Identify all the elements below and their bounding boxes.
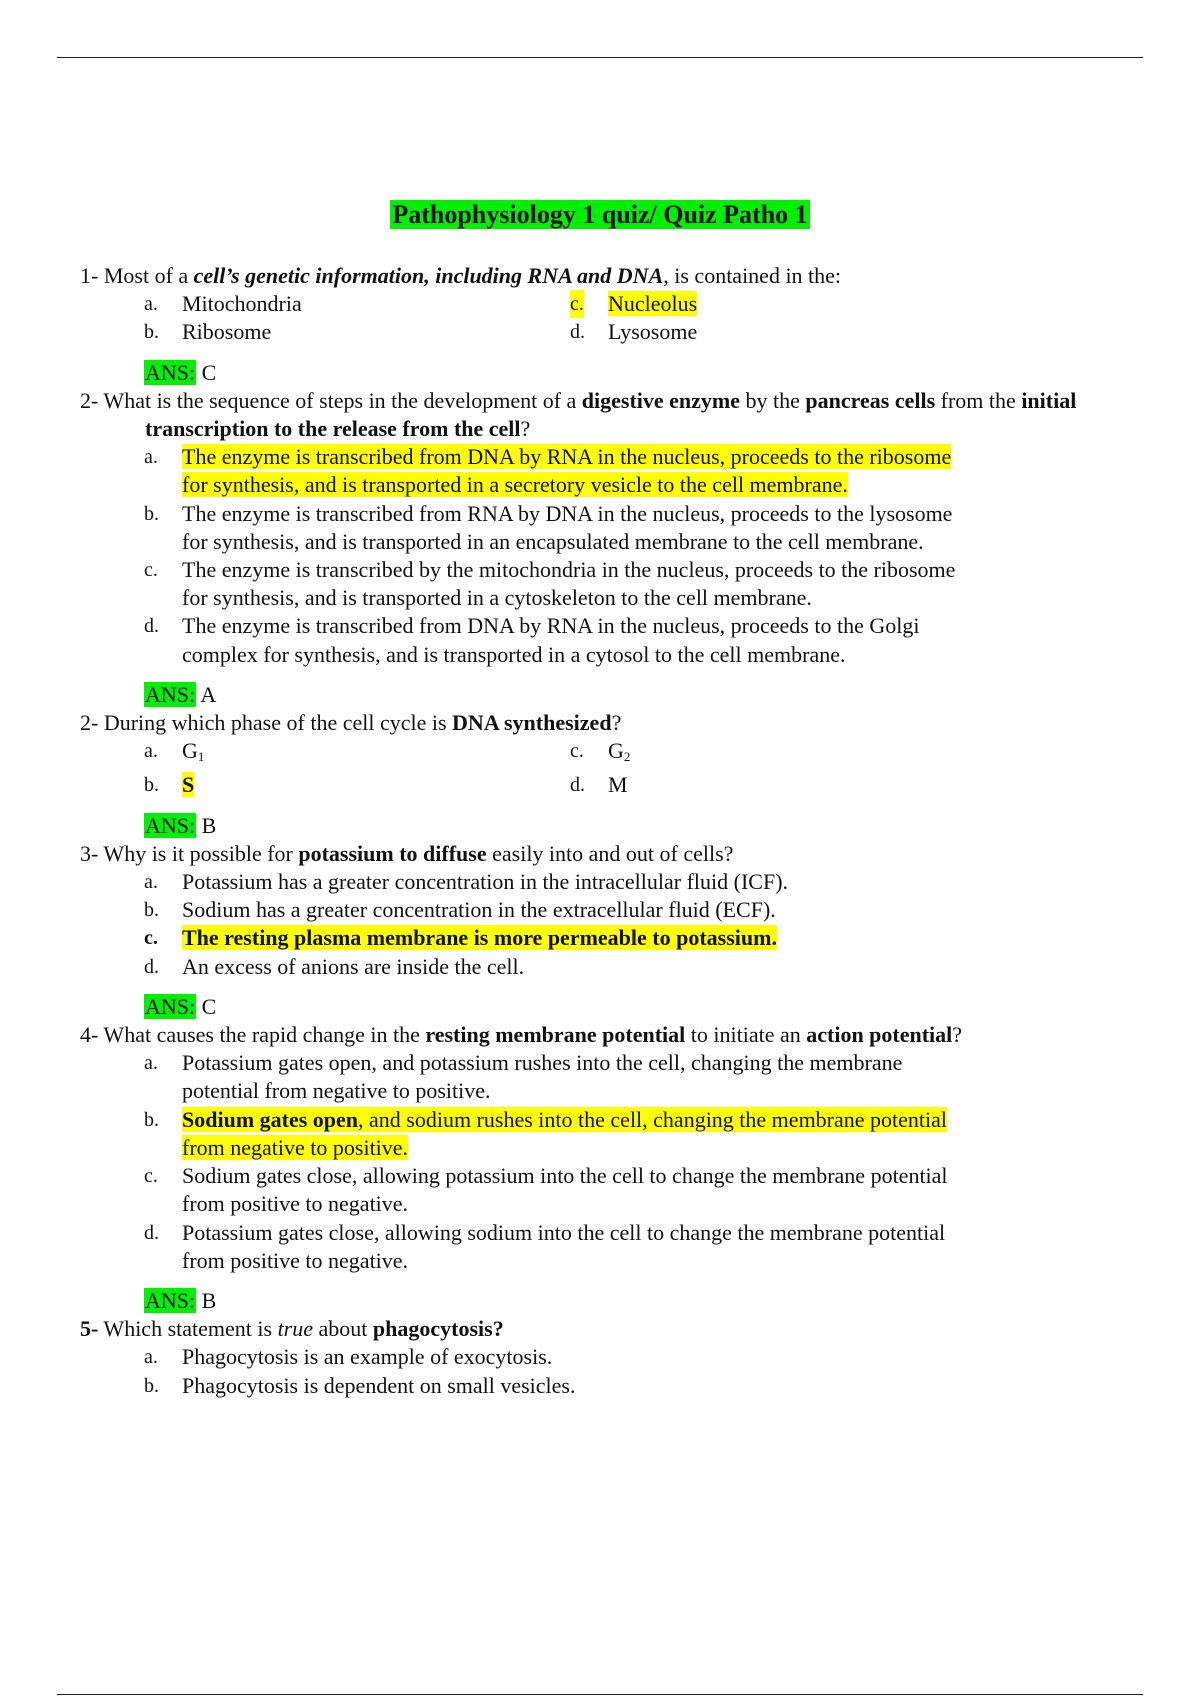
option-b <box>80 1372 1120 1400</box>
options <box>80 737 1120 799</box>
option-c <box>80 556 960 612</box>
stem-text: ? <box>952 1022 963 1048</box>
option-b <box>80 771 570 799</box>
question-number: 2- <box>80 387 99 413</box>
option-text: Phagocytosis is an example of exocytosis. <box>182 1344 553 1370</box>
option-letter: d. <box>570 774 585 797</box>
option-letter: c. <box>144 1165 158 1188</box>
option-letter: c. <box>144 559 158 582</box>
option-text: The enzyme is transcribed from RNA by DNA in the nucleus, proceeds to the lysosome for synthesis, and is transported in an encapsulated membrane to the cell membrane. <box>182 500 953 554</box>
question-stem <box>80 262 1120 290</box>
option-d <box>80 953 1120 981</box>
option-a <box>80 1049 980 1105</box>
option-d <box>570 318 990 346</box>
question-number: 2- <box>80 710 99 736</box>
stem-text: to initiate an <box>685 1022 807 1048</box>
question-stem <box>80 387 1120 443</box>
option-letter: d. <box>144 955 159 978</box>
answer-line <box>80 681 1120 709</box>
option-letter: b. <box>144 774 159 797</box>
option-letter: a. <box>144 293 158 316</box>
answer-value: C <box>201 359 217 385</box>
answer-label: ANS: <box>145 812 196 838</box>
stem-emphasis: true <box>277 1316 314 1342</box>
answer-label: ANS: <box>145 1287 196 1313</box>
option-text: Phagocytosis is dependent on small vesicles. <box>182 1372 576 1398</box>
stem-text: ? <box>611 710 622 736</box>
answer-value: B <box>201 812 217 838</box>
option-letter: d. <box>570 321 585 344</box>
stem-emphasis: initial transcription to the release from the cell <box>145 387 1077 442</box>
option-text-correct: The resting plasma membrane is more permeable to potassium. <box>182 925 777 951</box>
option-a <box>80 1343 1120 1371</box>
stem-emphasis: phagocytosis? <box>372 1316 504 1342</box>
option-letter: a. <box>144 446 158 469</box>
footer-rule <box>57 1694 1143 1695</box>
stem-text: What is the sequence of steps in the development of a <box>98 387 582 413</box>
question-stem <box>80 840 1120 868</box>
question-number: 1- <box>80 263 99 288</box>
answer-label: ANS: <box>145 359 196 385</box>
stem-emphasis: pancreas cells <box>805 387 936 413</box>
option-text: The enzyme is transcribed from DNA by RNA in the nucleus, proceeds to the Golgi complex for synthesis, and is transported in a cytosol to the cell membrane. <box>182 613 920 667</box>
title-block <box>0 200 1200 230</box>
option-text: G <box>182 738 198 764</box>
option-text: Mitochondria <box>182 291 302 317</box>
answer-line <box>80 993 1120 1021</box>
stem-emphasis: digestive enzyme <box>581 387 741 413</box>
question-5 <box>80 1021 1120 1315</box>
option-text: An excess of anions are inside the cell. <box>182 953 525 979</box>
option-text-correct: Nucleolus <box>608 291 698 317</box>
option-letter: c. <box>570 290 584 318</box>
answer-value: A <box>200 681 217 707</box>
answer-line <box>80 359 1120 387</box>
quiz-content <box>80 262 1120 1400</box>
stem-text: easily into and out of cells? <box>486 840 734 866</box>
stem-emphasis: action potential <box>806 1022 953 1048</box>
options <box>80 868 1120 981</box>
option-text-correct: The enzyme is transcribed from DNA by RNA in the nucleus, proceeds to the ribosome for synthesis, and is transported in a secretory vesicle to the cell membrane. <box>182 444 952 498</box>
document-title: Pathophysiology 1 quiz/ Quiz Patho 1 <box>392 200 808 229</box>
answer-line <box>80 1287 1120 1315</box>
option-c <box>570 737 990 771</box>
answer-label: ANS: <box>145 681 196 707</box>
option-letter: a. <box>144 740 158 763</box>
question-number: 4- <box>80 1022 99 1048</box>
option-letter: c. <box>570 740 584 763</box>
option-d <box>80 1219 980 1275</box>
question-number: 5- <box>80 1316 99 1342</box>
question-number: 3- <box>80 840 99 866</box>
option-letter: a. <box>144 871 158 894</box>
option-text: Potassium gates close, allowing sodium into the cell to change the membrane potential from positive to negative. <box>182 1219 946 1273</box>
option-text: Potassium gates open, and potassium rushes into the cell, changing the membrane potential from negative to positive. <box>182 1050 903 1104</box>
option-letter: a. <box>144 1052 158 1075</box>
option-letter: b. <box>144 1108 159 1131</box>
stem-text: by the <box>740 387 806 413</box>
option-text: The enzyme is transcribed by the mitochondria in the nucleus, proceeds to the ribosome for synthesis, and is transported in a cytoskeleton to the cell membrane. <box>182 557 956 611</box>
stem-text: Which statement is <box>98 1316 278 1342</box>
option-text-correct: S <box>182 772 195 798</box>
option-a <box>80 737 570 771</box>
option-text: Sodium has a greater concentration in the extracellular fluid (ECF). <box>182 897 776 923</box>
option-a <box>80 868 1120 896</box>
answer-value: C <box>201 993 217 1019</box>
option-letter: a. <box>144 1346 158 1369</box>
option-b <box>80 500 960 556</box>
answer-value: B <box>201 1287 217 1313</box>
question-stem <box>80 709 1120 737</box>
stem-text: , is contained in the: <box>663 263 842 288</box>
option-b <box>80 318 570 346</box>
option-text: G <box>608 738 624 764</box>
option-letter: b. <box>144 1374 159 1397</box>
question-stem <box>80 1021 1120 1049</box>
stem-text: ? <box>520 416 531 442</box>
stem-text: What causes the rapid change in the <box>98 1022 426 1048</box>
options <box>80 290 1120 346</box>
option-b <box>80 896 1120 924</box>
question-6 <box>80 1315 1120 1400</box>
option-d <box>80 612 960 668</box>
question-3 <box>80 709 1120 840</box>
question-1 <box>80 262 1120 387</box>
stem-emphasis: cell’s genetic information, including RNA and DNA <box>193 263 664 288</box>
stem-text: Why is it possible for <box>98 840 299 866</box>
option-letter: d. <box>144 1221 159 1244</box>
option-text-correct: , and sodium rushes into the cell, changing the membrane potential from negative to positive. <box>182 1106 948 1160</box>
option-a <box>80 443 960 499</box>
question-stem <box>80 1315 1120 1343</box>
header-rule <box>57 57 1143 58</box>
option-b <box>80 1106 980 1162</box>
option-subscript: 1 <box>197 749 205 765</box>
option-text: Sodium gates close, allowing potassium into the cell to change the membrane potential from positive to negative. <box>182 1163 948 1217</box>
stem-emphasis: resting membrane potential <box>425 1022 686 1048</box>
option-text: Ribosome <box>182 319 272 345</box>
options <box>80 1343 1120 1399</box>
stem-text: Most of a <box>98 263 194 288</box>
options <box>80 443 960 669</box>
stem-text: about <box>313 1316 373 1342</box>
option-c <box>570 290 990 318</box>
stem-text: from the <box>935 387 1022 413</box>
option-letter: d. <box>144 615 159 638</box>
option-letter: b. <box>144 502 159 525</box>
option-text: Lysosome <box>608 319 698 345</box>
option-text-correct-bold: Sodium gates open <box>182 1106 359 1132</box>
answer-label: ANS: <box>145 993 196 1019</box>
question-2 <box>80 387 1120 709</box>
question-4 <box>80 840 1120 1021</box>
option-letter: c. <box>144 927 158 950</box>
stem-emphasis: DNA synthesized <box>452 710 612 736</box>
option-d <box>570 771 990 799</box>
option-c <box>80 1162 980 1218</box>
options <box>80 1049 980 1275</box>
option-letter: b. <box>144 899 159 922</box>
option-letter: b. <box>144 321 159 344</box>
option-text: M <box>608 772 628 798</box>
stem-emphasis: potassium to diffuse <box>298 840 487 866</box>
option-c <box>80 924 1120 952</box>
option-a <box>80 290 570 318</box>
stem-text: During which phase of the cell cycle is <box>98 710 453 736</box>
option-text: Potassium has a greater concentration in the intracellular fluid (ICF). <box>182 869 789 895</box>
answer-line <box>80 812 1120 840</box>
option-subscript: 2 <box>623 749 631 765</box>
